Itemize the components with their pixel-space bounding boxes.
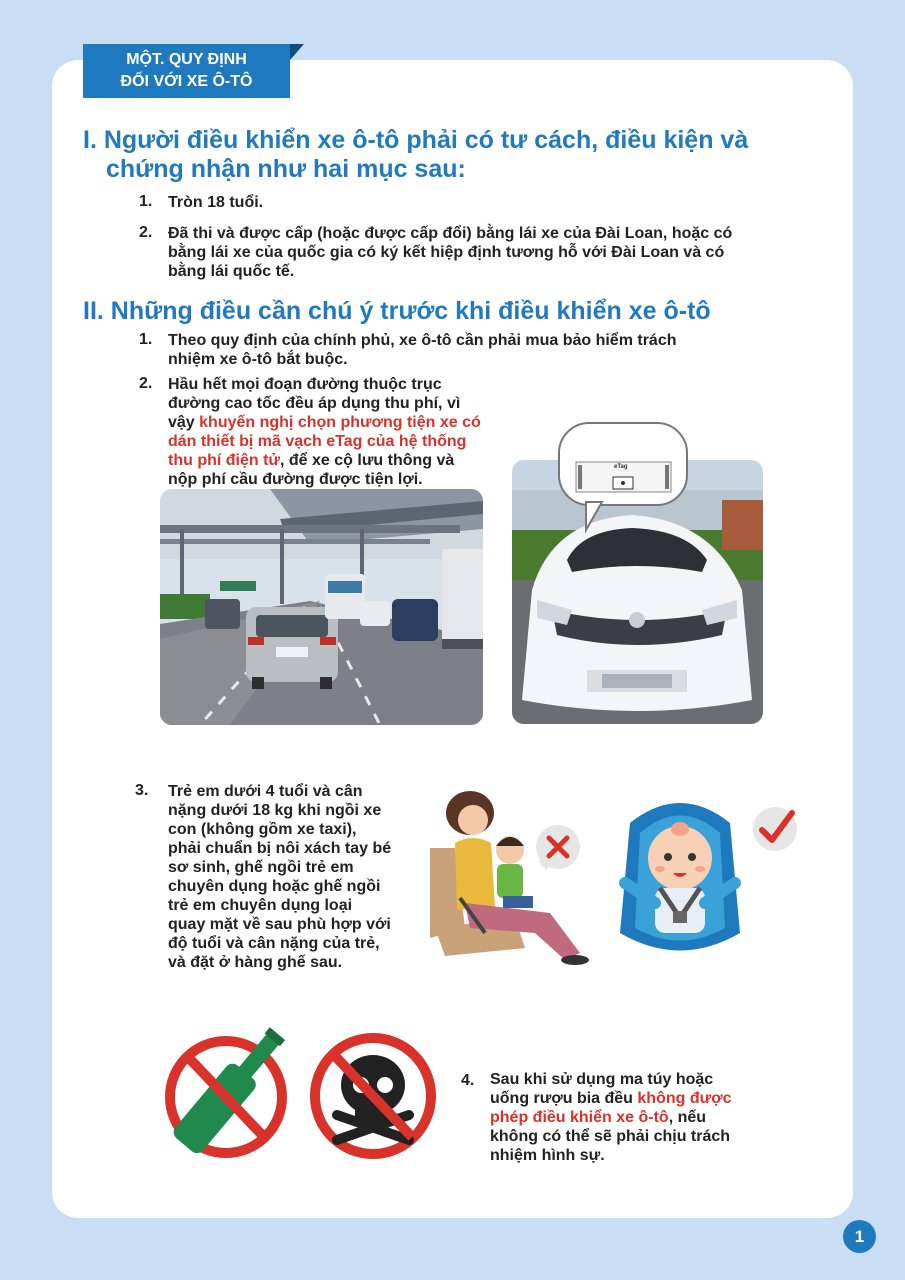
section2-title: II. Những điều cần chú ý trước khi điều khiển xe ô-tô	[83, 297, 711, 325]
list-item-number: 1.	[139, 331, 153, 348]
list-item-line: con (không gồm xe taxi),	[168, 821, 357, 838]
list-item-line: độ tuổi và cân nặng của trẻ,	[168, 935, 380, 952]
list-item-number: 2.	[139, 375, 153, 392]
list-item-line	[490, 1108, 731, 1127]
list-item-line: Sau khi sử dụng ma túy hoặc	[490, 1071, 714, 1088]
list-item-line	[168, 451, 481, 470]
highway-photo	[160, 489, 483, 725]
list-item-line	[490, 1089, 731, 1108]
highlight-text: không được	[637, 1090, 732, 1107]
list-item-line: chuyên dụng hoặc ghế ngồi	[168, 878, 381, 895]
list-item-line: trẻ em chuyên dụng loại	[168, 897, 353, 914]
no-drugs-icon	[307, 1030, 439, 1162]
list-item-line	[168, 413, 481, 432]
list-item-line: quay mặt về sau phù hợp với	[168, 916, 391, 933]
list-item	[490, 1070, 731, 1165]
rear-facing-car-seat-illustration	[615, 793, 745, 963]
list-item-number: 3.	[135, 782, 149, 799]
list-item-line: nhiệm hình sự.	[490, 1147, 605, 1164]
section1-title-line2: chứng nhận như hai mục sau:	[106, 155, 466, 183]
list-item	[168, 782, 391, 972]
text-span: , nếu	[668, 1109, 707, 1126]
highlight-text: khuyến nghị chọn phương tiện xe có	[199, 414, 481, 431]
list-item-line: Hầu hết mọi đoạn đường thuộc trục	[168, 376, 442, 393]
list-item-line: không có thể sẽ phải chịu trách	[490, 1128, 731, 1145]
list-item-line: và đặt ở hàng ghế sau.	[168, 954, 343, 971]
list-item-number: 1.	[139, 193, 153, 210]
list-item-number: 2.	[139, 224, 153, 241]
list-item-line: Đã thi và được cấp (hoặc được cấp đổi) bằng lái xe của Đài Loan, hoặc có	[168, 225, 733, 242]
list-item-line: Trẻ em dưới 4 tuổi và cân	[168, 783, 363, 800]
list-item-number: 4.	[461, 1072, 475, 1089]
highlight-text: thu phí điện tử	[168, 452, 281, 469]
text-span: , để xe cộ lưu thông và	[280, 452, 455, 469]
check-mark-icon	[750, 803, 800, 853]
section-tag-line1: MỘT. QUY ĐỊNH	[126, 51, 247, 68]
list-item	[168, 331, 677, 369]
wrong-mark-icon	[533, 823, 583, 873]
page-number: 1	[843, 1220, 876, 1253]
list-item-line: Theo quy định của chính phủ, xe ô-tô cần phải mua bảo hiểm trách	[168, 332, 677, 349]
highlight-text: phép điều khiển xe ô-tô	[490, 1109, 669, 1126]
highlight-text: dán thiết bị mã vạch eTag của hệ thống	[168, 433, 467, 450]
no-alcohol-icon	[160, 1015, 292, 1160]
etag-bubble	[558, 422, 688, 506]
list-item-line: bằng lái xe của quốc gia có ký kết hiệp định tương hỗ với Đài Loan và có	[168, 244, 725, 261]
list-item-line: nhiệm xe ô-tô bắt buộc.	[168, 351, 348, 368]
list-item-line: sơ sinh, ghế ngồi trẻ em	[168, 859, 354, 876]
list-item-line: bằng lái quốc tế.	[168, 263, 295, 280]
text-span: vậy	[168, 414, 200, 431]
list-item	[168, 224, 732, 281]
list-item	[168, 375, 481, 489]
etag-label: eTag	[614, 464, 628, 470]
text-span: uống rượu bia đều	[490, 1090, 638, 1107]
list-item-line: nặng dưới 18 kg khi ngồi xe	[168, 802, 382, 819]
list-item-line: phải chuẩn bị nôi xách tay bé	[168, 840, 392, 857]
section1-title-line1: I. Người điều khiển xe ô-tô phải có tư cách, điều kiện và	[83, 126, 749, 154]
list-item-line: đường cao tốc đều áp dụng thu phí, vì	[168, 395, 461, 412]
child-on-lap-illustration	[425, 788, 595, 970]
section-tag-fold	[290, 44, 304, 60]
section-tag	[83, 44, 290, 98]
list-item: Tròn 18 tuổi.	[168, 194, 264, 211]
section-tag-line2: ĐỐI VỚI XE Ô-TÔ	[120, 73, 253, 90]
list-item-line: nộp phí cầu đường được tiện lợi.	[168, 471, 423, 488]
